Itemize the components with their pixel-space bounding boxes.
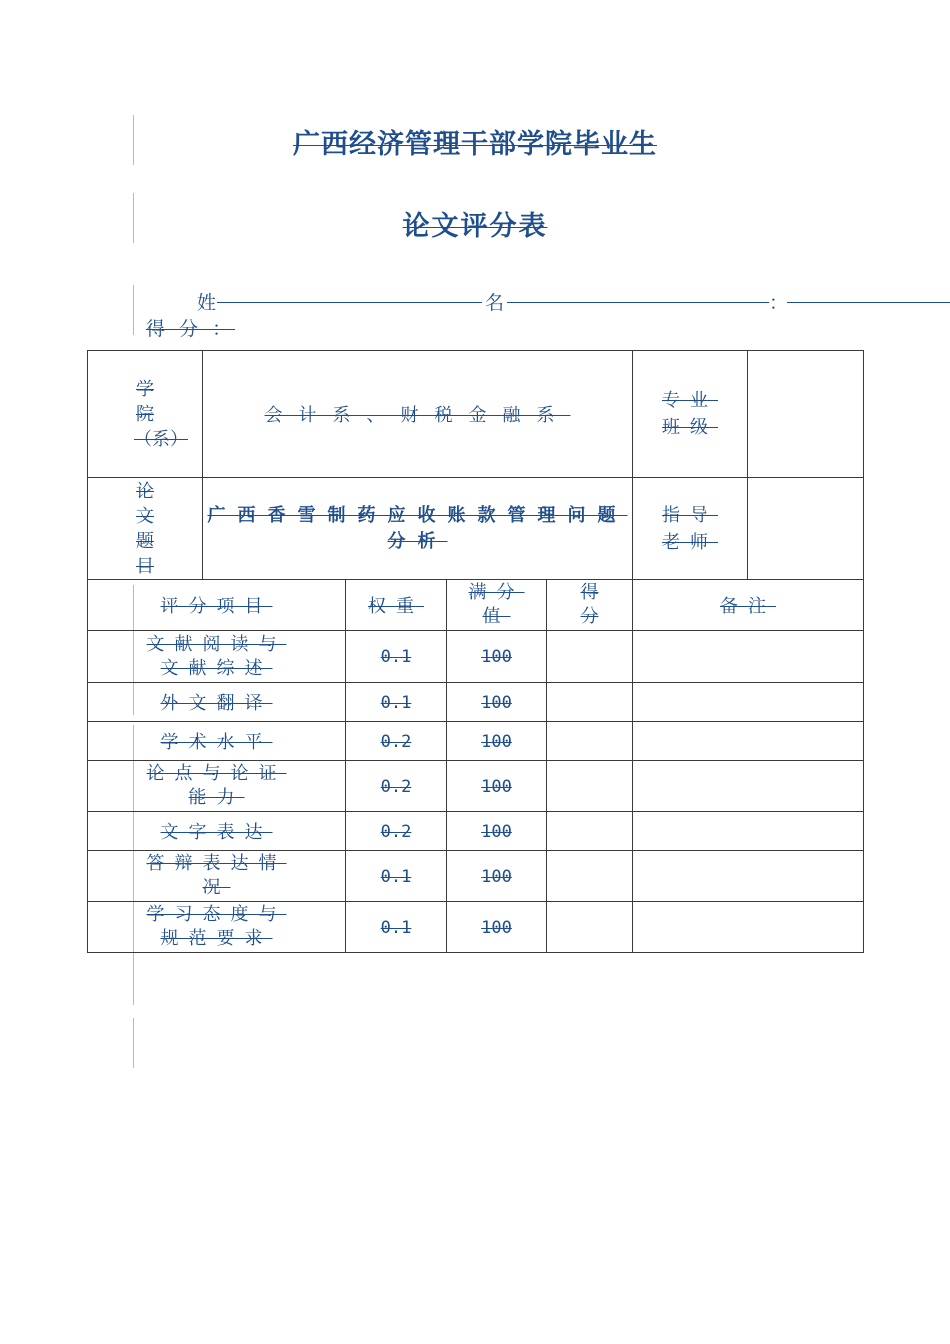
row-item-cell <box>88 902 346 953</box>
row-weight: 0.1 <box>380 917 412 938</box>
major-value-cell[interactable] <box>748 351 864 478</box>
advisor-value-cell[interactable] <box>748 478 864 580</box>
document-title: 广西经济管理干部学院毕业生 <box>293 129 657 160</box>
score-label: 得 分 ： <box>146 318 236 340</box>
topic-value-cell <box>203 478 633 580</box>
row-score-cell[interactable] <box>547 812 633 851</box>
row-score-cell[interactable] <box>547 722 633 761</box>
table-row <box>88 631 864 683</box>
name-label-char2: 名 <box>485 292 505 314</box>
header-score <box>547 580 633 631</box>
row-note-cell[interactable] <box>633 851 864 902</box>
college-label-cell <box>88 351 203 478</box>
row-item-cell <box>88 851 346 902</box>
advisor-label: 指导老师 <box>662 504 718 553</box>
advisor-label-cell <box>633 478 748 580</box>
header-full-label: 满分值 <box>468 582 525 627</box>
row-full: 100 <box>481 917 512 938</box>
row-score-cell[interactable] <box>547 902 633 953</box>
header-item <box>88 580 346 631</box>
header-note <box>633 580 864 631</box>
evaluation-table <box>87 350 864 953</box>
row-full: 100 <box>481 692 512 713</box>
row-item-cell <box>88 812 346 851</box>
college-label: 学院（系） <box>134 378 188 450</box>
topic-label: 论文题目 <box>136 480 154 577</box>
row-weight: 0.1 <box>380 692 412 713</box>
table-row <box>88 683 864 722</box>
row-weight: 0.2 <box>380 776 412 797</box>
row-item: 学术水平 <box>160 732 273 753</box>
row-full: 100 <box>481 647 512 667</box>
major-label: 专业班级 <box>662 390 718 438</box>
table-row <box>88 761 864 812</box>
name-blank-line[interactable] <box>787 302 950 303</box>
header-score-label: 得分 <box>580 582 599 627</box>
row-full: 100 <box>481 821 512 842</box>
row-full: 100 <box>481 731 512 752</box>
margin-bar <box>133 285 134 335</box>
row-full: 100 <box>481 776 512 797</box>
row-weight: 0.1 <box>380 647 412 667</box>
table-row <box>88 851 864 902</box>
row-item-cell <box>88 631 346 683</box>
table-row <box>88 902 864 953</box>
row-score-cell[interactable] <box>547 761 633 812</box>
college-value: 会计系、财税金融系 <box>264 405 571 426</box>
row-item: 文字表达 <box>160 822 273 843</box>
row-item-cell <box>88 722 346 761</box>
row-note-cell[interactable] <box>633 812 864 851</box>
row-score-cell[interactable] <box>547 851 633 902</box>
row-weight: 0.1 <box>380 866 412 887</box>
row-item: 外文翻译 <box>160 693 273 714</box>
row-note-cell[interactable] <box>633 683 864 722</box>
row-item: 文献阅读与文献综述 <box>146 633 287 679</box>
document-subtitle: 论文评分表 <box>402 211 548 242</box>
row-weight: 0.2 <box>380 821 412 842</box>
name-blank-line[interactable] <box>217 302 482 303</box>
header-note-label: 备注 <box>720 596 776 617</box>
name-blank-line[interactable] <box>507 302 769 303</box>
header-item-label: 评分项目 <box>160 596 273 617</box>
college-value-cell <box>203 351 633 478</box>
row-full: 100 <box>481 866 512 887</box>
header-weight <box>346 580 447 631</box>
row-note-cell[interactable] <box>633 631 864 683</box>
header-weight-label: 权重 <box>368 596 424 617</box>
row-note-cell[interactable] <box>633 761 864 812</box>
table-row <box>88 722 864 761</box>
table-row <box>88 812 864 851</box>
row-note-cell[interactable] <box>633 722 864 761</box>
row-score-cell[interactable] <box>547 683 633 722</box>
topic-value: 广西香雪制药应收账款管理问题分析 <box>207 504 628 552</box>
header-full <box>447 580 547 631</box>
row-item: 学习态度与规范要求 <box>146 904 287 949</box>
row-item-cell <box>88 761 346 812</box>
row-score-cell[interactable] <box>547 631 633 683</box>
margin-bar <box>133 1018 134 1068</box>
row-weight: 0.2 <box>380 731 412 752</box>
row-item: 答辩表达情况 <box>146 853 287 898</box>
name-label-char1: 姓 <box>197 292 217 314</box>
major-label-cell <box>633 351 748 478</box>
topic-label-cell <box>88 478 203 580</box>
row-item-cell <box>88 683 346 722</box>
name-colon: ： <box>769 292 789 314</box>
row-item: 论点与论证能力 <box>146 763 287 808</box>
row-note-cell[interactable] <box>633 902 864 953</box>
